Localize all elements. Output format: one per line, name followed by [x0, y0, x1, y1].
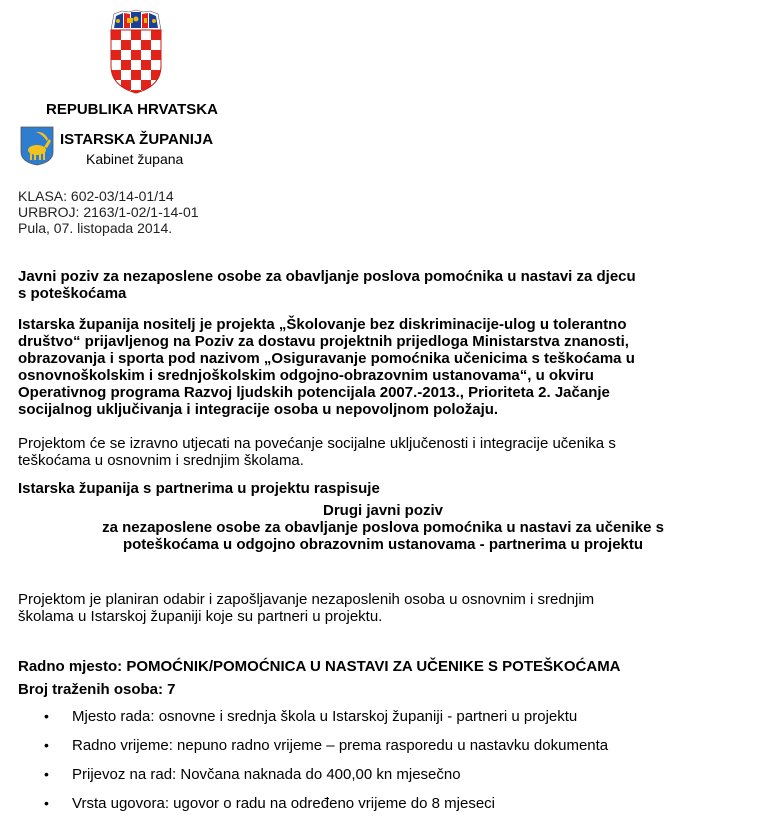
bullet-icon: • [44, 737, 49, 753]
announcement-line: Istarska županija s partnerima u projektu raspisuje [18, 480, 380, 497]
croatia-coat-of-arms-icon [108, 8, 164, 94]
document-title: Javni poziv za nezaposlene osobe za obavljanje poslova pomoćnika u nastavi za djecu s poteškoćama [18, 268, 636, 302]
bullet-icon: • [44, 795, 49, 811]
bullet-icon: • [44, 766, 49, 782]
list-item: • Mjesto rada: osnovne i srednja škola u Istarskoj županiji - partneri u projektu [44, 708, 578, 725]
country-name: REPUBLIKA HRVATSKA [46, 101, 218, 118]
urbroj: URBROJ: 2163/1-02/1-14-01 [18, 204, 199, 220]
place-date: Pula, 07. listopada 2014. [18, 220, 173, 236]
list-item: • Prijevoz na rad: Novčana naknada do 400,00 kn mjesečno [44, 766, 461, 783]
list-item: • Radno vrijeme: nepuno radno vrijeme – prema rasporedu u nastavku dokumenta [44, 737, 609, 754]
checkered-shield [111, 30, 161, 94]
impact-paragraph: Projektom će se izravno utjecati na povećanje socijalne uključenosti i integracije učenika s teškoćama u osnovnim i srednjim školama. [18, 435, 616, 469]
job-position: Radno mjesto: POMOĆNIK/POMOĆNICA U NASTAVI ZA UČENIKE S POTEŠKOĆAMA [18, 658, 621, 675]
positions-count: Broj traženih osoba: 7 [18, 681, 176, 698]
office-name: Kabinet župana [86, 151, 184, 167]
bullet-icon: • [44, 708, 49, 724]
list-item: • Vrsta ugovora: ugovor o radu na određeno vrijeme do 8 mjeseci [44, 795, 496, 812]
job-details-list [0, 707, 767, 823]
plan-paragraph: Projektom je planiran odabir i zapošljavanje nezaposlenih osoba u osnovnim i srednjim školama u Istarskoj županiji koje su partneri u projektu. [18, 591, 595, 625]
intro-paragraph: Istarska županija nositelj je projekta „Školovanje bez diskriminacije-ulog u tolerantno društvo“ prijavljenog na Poziv za dostavu projektnih prijedloga Ministarstva znanosti, obrazovanja i sporta pod nazivom „Osiguravanje pomoćnika učenicima s teškoćama u osnovnoškolskim i srednjoškolskim odgojno-obrazovnim ustanovama“, u okviru Operativnog programa Razvoj ljudskih potencijala 2007.-2013., Prioriteta 2. Jačanje socijalnog uključivanja i integracije osoba u nepovoljnom položaju. [18, 316, 635, 418]
istria-coat-of-arms-icon [20, 126, 54, 166]
county-name: ISTARSKA ŽUPANIJA [60, 131, 214, 148]
klasa: KLASA: 602-03/14-01/14 [18, 188, 174, 204]
document-meta [18, 188, 199, 236]
crown [111, 10, 161, 30]
call-heading: Drugi javni poziv za nezaposlene osobe za obavljanje poslova pomoćnika u nastavi za učenike s poteškoćama u odgojno obrazovnim ustanovama - partnerima u projektu [102, 502, 664, 553]
